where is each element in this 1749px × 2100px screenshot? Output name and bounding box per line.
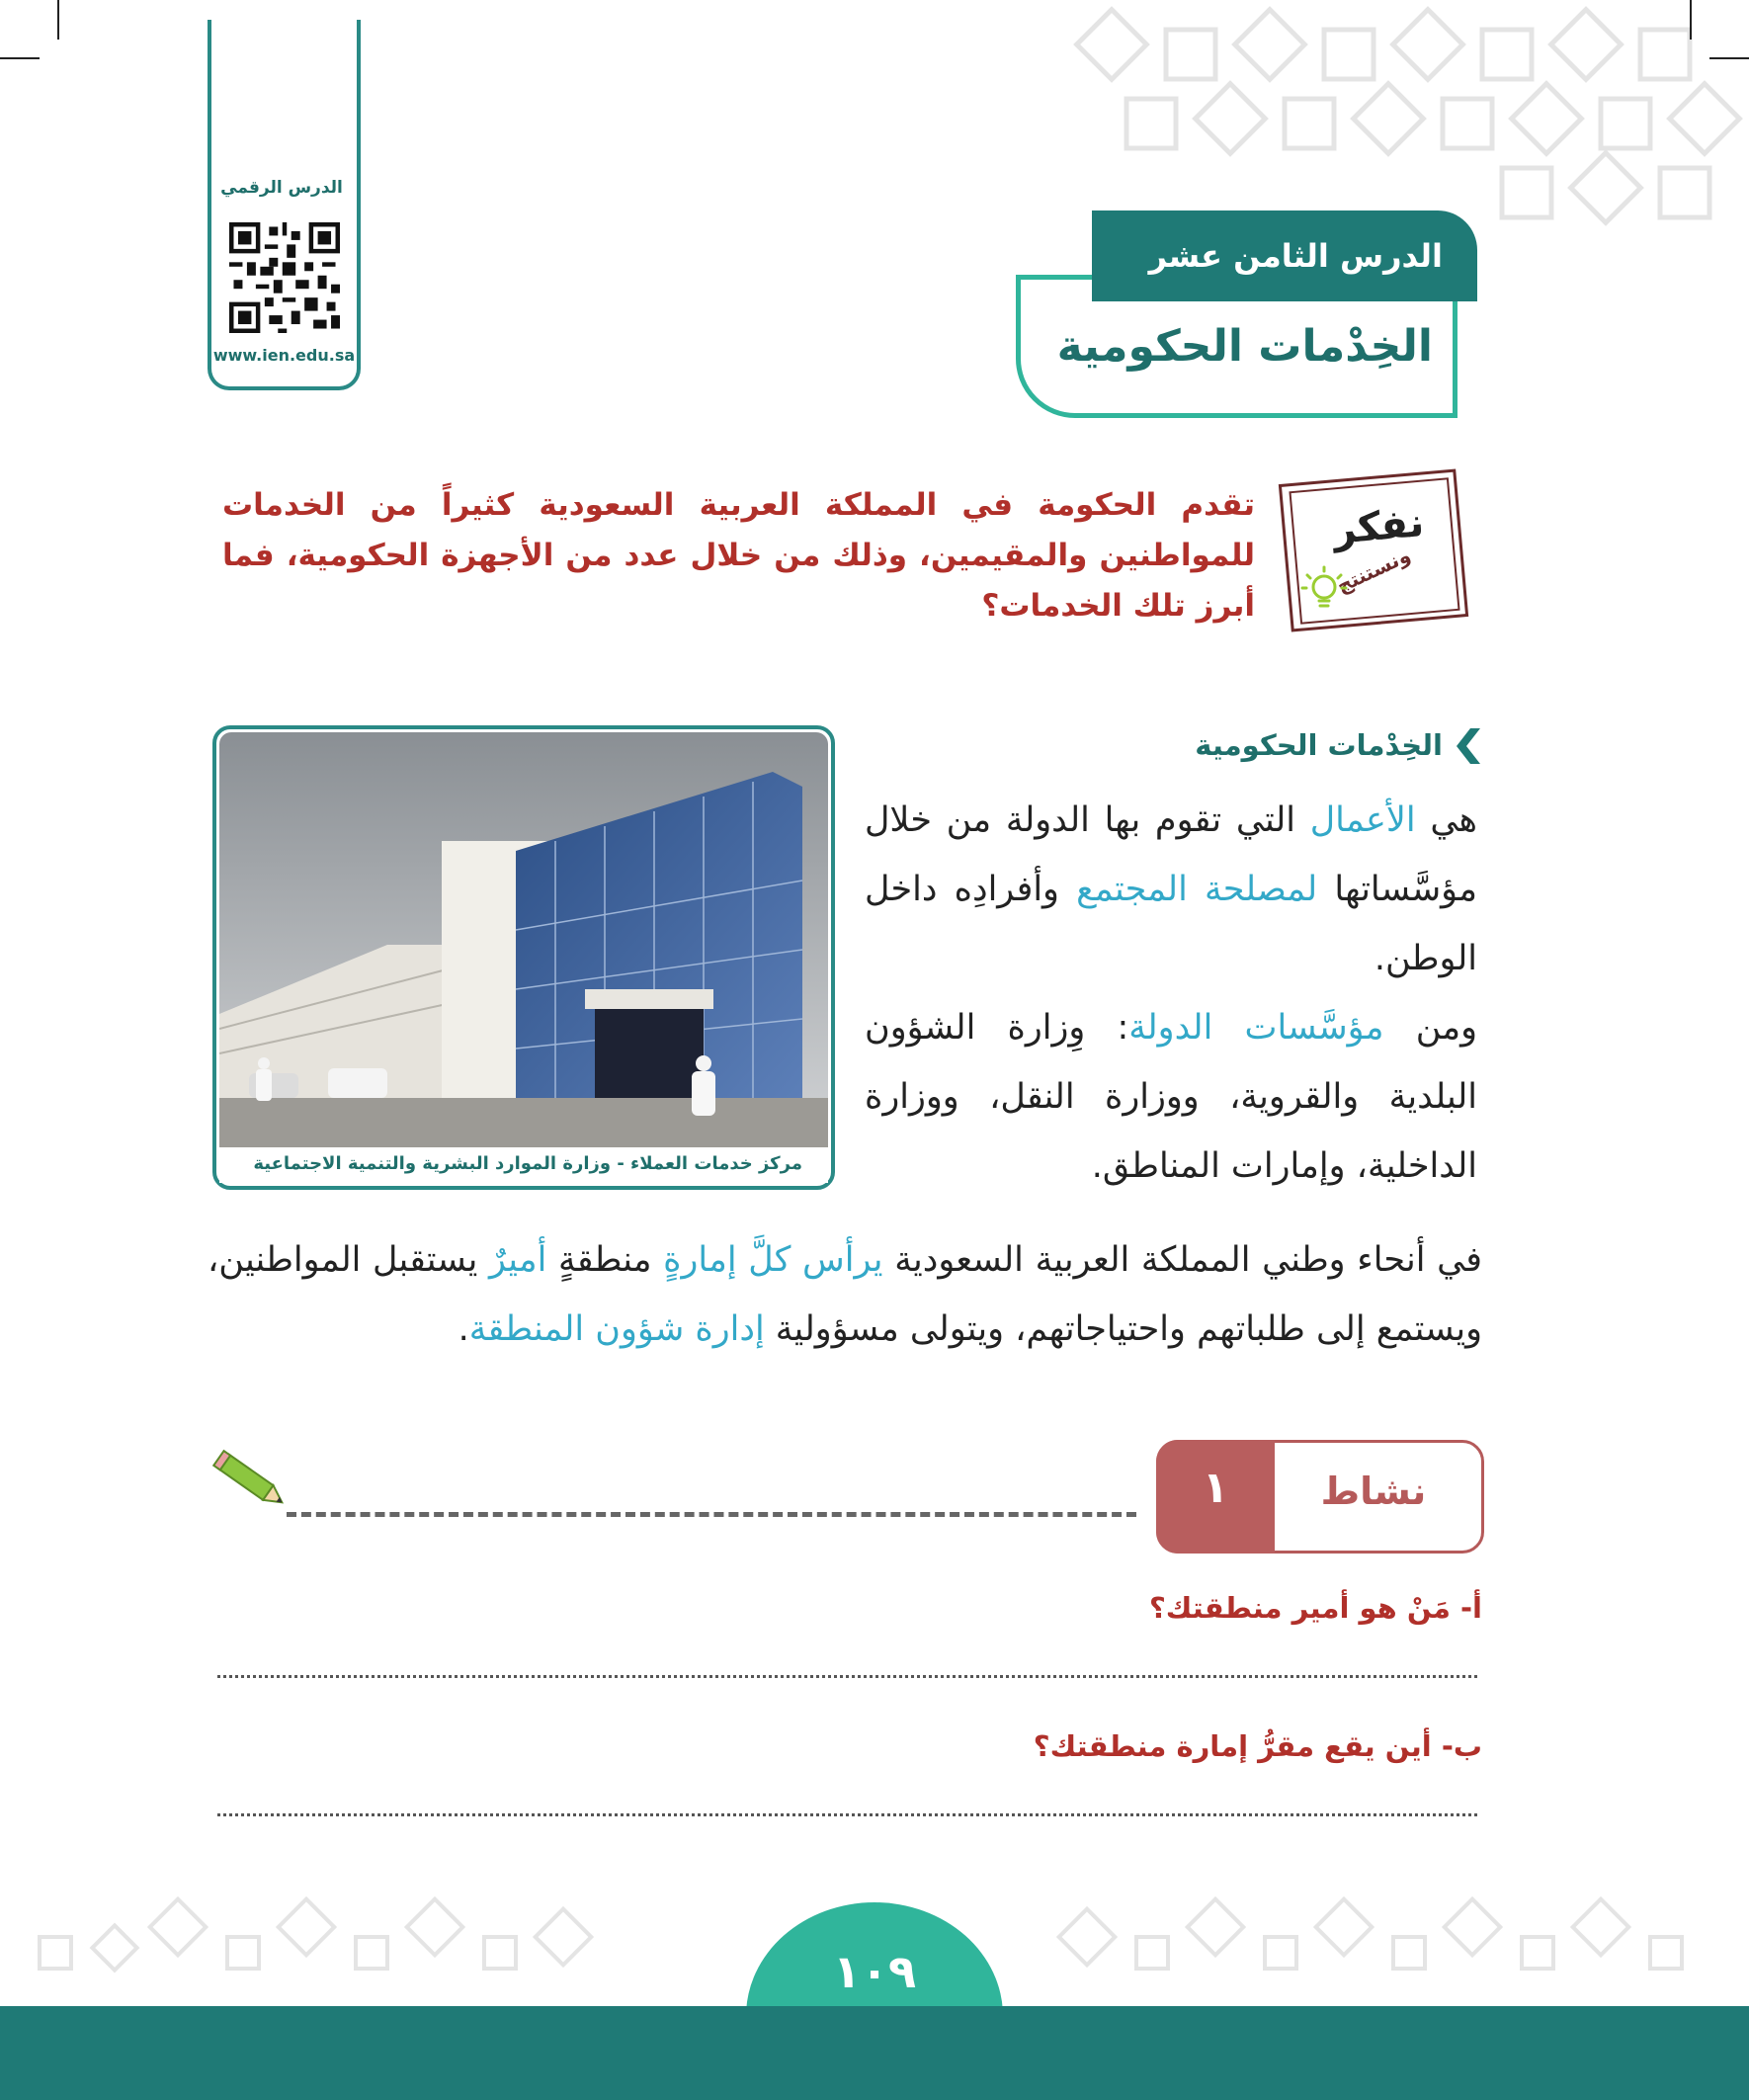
highlight-term: مؤسَّسات الدولة (1128, 1008, 1384, 1048)
digital-lesson-label: الدرس الرقمي (220, 178, 343, 198)
highlight-term: لمصلحة المجتمع (1076, 870, 1318, 909)
emirate-text: يستقبل المواطنين، ويستمع إلى طلباتهم واحتياجاتهم، ويتولى مسؤولية (208, 1240, 1482, 1349)
lesson-title: الخِدْمات الحكومية (1056, 321, 1433, 372)
institutions-text: : وِزارة الشؤون البلدية والقروية، ووزارة النقل، ووزارة الداخلية، وإمارات المناطق. (865, 1008, 1477, 1186)
think-badge-title: نفكر (1331, 500, 1426, 553)
crop-mark (0, 57, 40, 59)
lightbulb-icon (1299, 563, 1349, 618)
footer-bar (0, 2006, 1749, 2100)
emirate-text: . (458, 1309, 469, 1349)
highlight-term: أميرٌ (488, 1240, 547, 1280)
emirate-text: في أنحاء وطني المملكة العربية السعودية (882, 1240, 1482, 1280)
highlight-term: يرأس كلَّ إمارةٍ (663, 1240, 883, 1280)
highlight-term: إدارة شؤون المنطقة (468, 1309, 765, 1349)
service-center-photo (219, 732, 828, 1147)
emirate-paragraph (208, 1225, 1482, 1364)
institutions-text: ومن (1383, 1008, 1477, 1048)
pencil-icon (208, 1445, 296, 1519)
website-url[interactable]: www.ien.edu.sa (212, 346, 356, 365)
activity-question-b: ب- أين يقع مقرُّ إمارة منطقتك؟ (1033, 1729, 1482, 1763)
crop-mark (1690, 0, 1692, 40)
definition-text: وأفرادِه داخل الوطن. (865, 870, 1477, 978)
page-number: ١٠٩ (832, 1945, 917, 1998)
activity-question-a: أ- مَنْ هو أمير منطقتك؟ (1148, 1591, 1482, 1625)
crop-mark (57, 0, 59, 40)
activity-number: ١ (1202, 1463, 1229, 1513)
definition-paragraph (865, 786, 1477, 1201)
activity-label: نشاط (1320, 1470, 1427, 1513)
activity-dashed-line (287, 1512, 1136, 1517)
think-intro-text: تقدم الحكومة في المملكة العربية السعودية كثيراً من الخدمات للمواطنين والمقيمين، وذلك من خلال عدد من الأجهزة الحكومية، فما أبرز تلك الخدمات؟ (222, 487, 1255, 624)
chevron-left-icon (1451, 724, 1480, 768)
answer-line-b[interactable] (217, 1813, 1477, 1816)
digital-lesson-card[interactable] (208, 20, 361, 390)
definition-text: هي (1415, 800, 1477, 840)
definition-text: التي تقوم بها الدولة من خلال مؤسَّساتها (865, 800, 1477, 909)
qr-code-icon[interactable] (229, 222, 340, 333)
crop-mark (1709, 57, 1749, 59)
answer-line-a[interactable] (217, 1675, 1477, 1678)
photo-caption: مركز خدمات العملاء - وزارة الموارد البشرية والتنمية الاجتماعية (253, 1153, 802, 1174)
think-badge-subtitle: ونستنتج (1333, 543, 1414, 598)
lesson-number-label: الدرس الثامن عشر (1148, 237, 1443, 275)
section-heading: الخِدْمات الحكومية (1195, 728, 1443, 762)
highlight-term: الأعمال (1309, 800, 1416, 840)
emirate-text: منطقةٍ (546, 1240, 664, 1280)
